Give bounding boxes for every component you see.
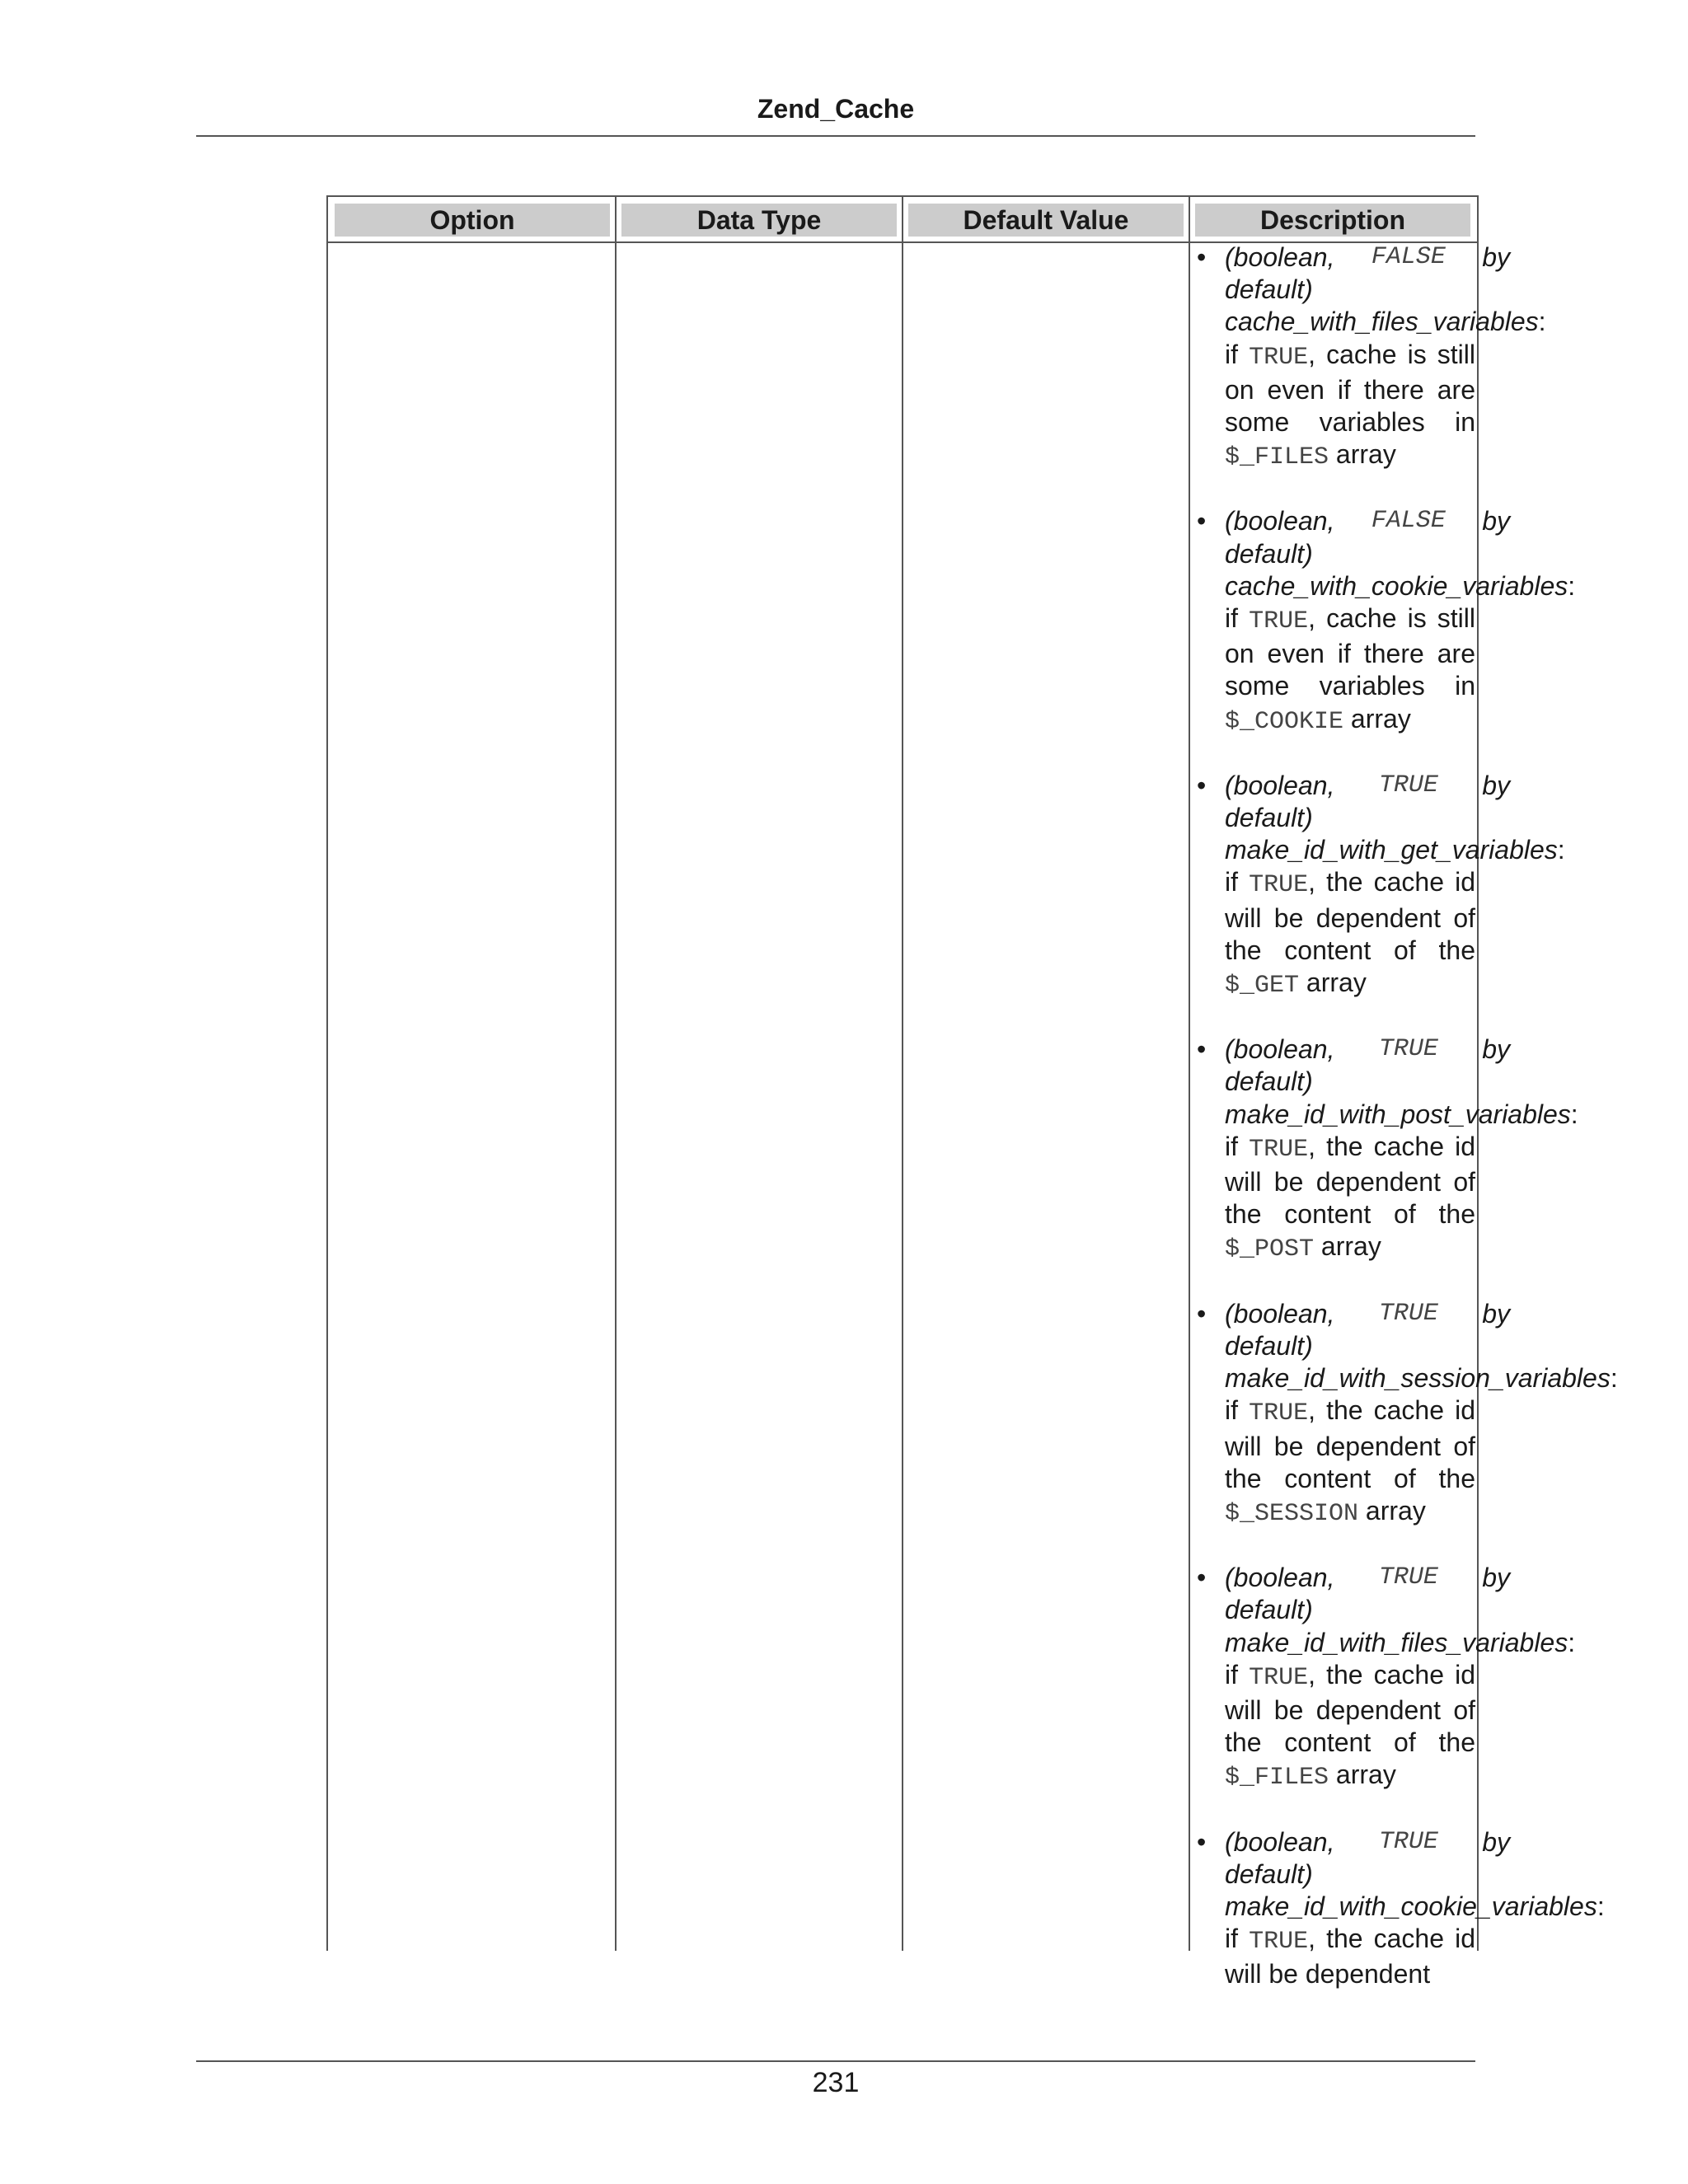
bullet-icon: • <box>1197 1563 1207 1593</box>
type-text: boolean, <box>1233 770 1335 800</box>
list-item <box>1190 505 1576 738</box>
type-text: boolean, <box>1233 1034 1335 1065</box>
default-constant: TRUE <box>1378 1299 1438 1328</box>
item-option-line <box>1225 570 1576 602</box>
item-type-line <box>1225 1033 1510 1066</box>
description-text: the cache id will be dependent of the content of the <box>1225 867 1475 965</box>
if-text: if <box>1225 1924 1238 1954</box>
bullet-icon: • <box>1197 1298 1207 1329</box>
page-number: 231 <box>812 2067 860 2098</box>
colon-text: : <box>1570 1099 1578 1129</box>
description-text: cache is still on even if there are some variables in <box>1225 339 1475 438</box>
by-text: by <box>1482 1034 1510 1065</box>
item-option-line <box>1225 1891 1605 1923</box>
option-name: make_id_with_cookie_variables <box>1225 1891 1597 1921</box>
item-type <box>1225 770 1334 802</box>
option-name: make_id_with_get_variables <box>1225 835 1558 865</box>
open-paren: ( <box>1225 242 1234 272</box>
default-constant: TRUE <box>1378 1563 1438 1592</box>
item-option-line <box>1225 1099 1578 1131</box>
item-option-line <box>1225 306 1546 338</box>
if-text: if <box>1225 1131 1238 1161</box>
open-paren: ( <box>1225 1034 1234 1065</box>
description-text: cache is still on even if there are some variables in <box>1225 603 1475 701</box>
type-text: boolean, <box>1233 506 1335 537</box>
list-item <box>1190 770 1565 1002</box>
item-type-line <box>1225 505 1510 537</box>
item-option-line <box>1225 1627 1576 1659</box>
column-divider <box>902 197 903 1951</box>
list-item <box>1190 1562 1576 1794</box>
type-text: boolean, <box>1233 1826 1335 1857</box>
bullet-icon: • <box>1197 242 1207 272</box>
true-constant: TRUE <box>1249 1135 1309 1164</box>
array-text: array <box>1335 439 1396 470</box>
item-description: if TRUE, cache is still on even if there are some variables in $_FILES array <box>1225 339 1475 472</box>
colon-text: : <box>1538 307 1546 337</box>
column-divider <box>615 197 617 1951</box>
true-constant: TRUE <box>1249 1663 1309 1692</box>
superglobal-variable: $_COOKIE <box>1225 707 1344 736</box>
column-header-option: Option <box>335 204 610 237</box>
true-constant: TRUE <box>1249 1928 1309 1957</box>
default-constant: TRUE <box>1378 1035 1438 1064</box>
open-paren: ( <box>1225 1826 1234 1857</box>
item-type-line <box>1225 1298 1510 1330</box>
by-text: by <box>1482 1298 1510 1329</box>
option-name: make_id_with_files_variables <box>1225 1627 1568 1657</box>
array-text: array <box>1350 703 1411 733</box>
type-text: boolean, <box>1233 242 1335 272</box>
item-type-line <box>1225 241 1510 274</box>
default-constant: TRUE <box>1378 771 1438 799</box>
item-description: if TRUE, the cache id will be dependent of the content of the $_FILES array <box>1225 1659 1475 1793</box>
list-item <box>1190 1033 1578 1266</box>
item-type <box>1225 505 1334 537</box>
item-type <box>1225 1562 1334 1594</box>
item-type <box>1225 1033 1334 1066</box>
option-name: make_id_with_post_variables <box>1225 1099 1571 1129</box>
colon-text: : <box>1597 1891 1605 1921</box>
default-constant: TRUE <box>1378 1827 1438 1856</box>
by-text: by <box>1482 1826 1510 1857</box>
open-paren: ( <box>1225 1298 1234 1329</box>
column-header-data-type: Data Type <box>621 204 897 237</box>
option-name: cache_with_cookie_variables <box>1225 570 1568 601</box>
description-text: the cache id will be dependent of the content of the <box>1225 1131 1475 1230</box>
superglobal-variable: $_GET <box>1225 972 1300 1001</box>
item-default-line: default) <box>1225 274 1313 305</box>
type-text: boolean, <box>1233 1298 1335 1329</box>
open-paren: ( <box>1225 506 1234 537</box>
colon-text: : <box>1610 1363 1618 1394</box>
description-text: the cache id will be dependent <box>1225 1924 1475 1990</box>
if-text: if <box>1225 603 1238 634</box>
item-default-line: default) <box>1225 538 1313 569</box>
array-text: array <box>1365 1495 1426 1526</box>
item-default-line: default) <box>1225 1858 1313 1889</box>
type-text: boolean, <box>1233 1563 1335 1593</box>
item-description: if TRUE, the cache id will be dependent <box>1225 1924 1475 1990</box>
colon-text: : <box>1568 570 1576 601</box>
item-description: if TRUE, cache is still on even if there are some variables in $_COOKIE array <box>1225 603 1475 736</box>
superglobal-variable: $_FILES <box>1225 443 1329 472</box>
bullet-icon: • <box>1197 770 1207 800</box>
footer-rule <box>196 2060 1475 2062</box>
item-description: if TRUE, the cache id will be dependent of the content of the $_GET array <box>1225 867 1475 1001</box>
header-rule <box>196 135 1475 137</box>
open-paren: ( <box>1225 770 1234 800</box>
page-header-title: Zend_Cache <box>757 94 915 124</box>
if-text: if <box>1225 867 1238 898</box>
description-text: the cache id will be dependent of the content of the <box>1225 1395 1475 1493</box>
bullet-icon: • <box>1197 1826 1207 1857</box>
by-text: by <box>1482 506 1510 537</box>
description-cell <box>1190 241 1618 1990</box>
superglobal-variable: $_POST <box>1225 1235 1315 1264</box>
by-text: by <box>1482 242 1510 272</box>
item-description: if TRUE, the cache id will be dependent of the content of the $_SESSION array <box>1225 1395 1475 1528</box>
true-constant: TRUE <box>1249 343 1309 372</box>
bullet-icon: • <box>1197 506 1207 537</box>
colon-text: : <box>1568 1627 1576 1657</box>
if-text: if <box>1225 339 1238 369</box>
superglobal-variable: $_SESSION <box>1225 1499 1359 1528</box>
description-text: the cache id will be dependent of the content of the <box>1225 1659 1475 1758</box>
item-type-line <box>1225 1826 1510 1858</box>
open-paren: ( <box>1225 1563 1234 1593</box>
item-type-line <box>1225 770 1510 802</box>
by-text: by <box>1482 1563 1510 1593</box>
option-name: cache_with_files_variables <box>1225 307 1539 337</box>
colon-text: : <box>1557 835 1565 865</box>
array-text: array <box>1320 1231 1381 1262</box>
bullet-icon: • <box>1197 1034 1207 1065</box>
item-type <box>1225 1298 1334 1330</box>
array-text: array <box>1335 1760 1396 1790</box>
default-constant: FALSE <box>1371 507 1446 536</box>
list-item <box>1190 241 1546 474</box>
column-header-default-value: Default Value <box>908 204 1184 237</box>
by-text: by <box>1482 770 1510 800</box>
superglobal-variable: $_FILES <box>1225 1764 1329 1793</box>
item-type <box>1225 241 1334 274</box>
item-option-line <box>1225 834 1565 866</box>
item-default-line: default) <box>1225 1066 1313 1097</box>
item-default-line: default) <box>1225 1330 1313 1361</box>
item-type-line <box>1225 1562 1510 1594</box>
array-text: array <box>1306 968 1367 998</box>
option-name: make_id_with_session_variables <box>1225 1363 1611 1394</box>
true-constant: TRUE <box>1249 871 1309 900</box>
item-description: if TRUE, the cache id will be dependent of the content of the $_POST array <box>1225 1131 1475 1264</box>
if-text: if <box>1225 1659 1238 1690</box>
list-item <box>1190 1826 1605 1991</box>
true-constant: TRUE <box>1249 1399 1309 1428</box>
item-type <box>1225 1826 1334 1858</box>
column-header-description: Description <box>1195 204 1470 237</box>
default-constant: FALSE <box>1371 243 1446 271</box>
item-option-line <box>1225 1362 1618 1394</box>
list-item <box>1190 1298 1618 1530</box>
item-default-line: default) <box>1225 803 1313 833</box>
item-default-line: default) <box>1225 1595 1313 1625</box>
true-constant: TRUE <box>1249 607 1309 636</box>
if-text: if <box>1225 1395 1238 1426</box>
